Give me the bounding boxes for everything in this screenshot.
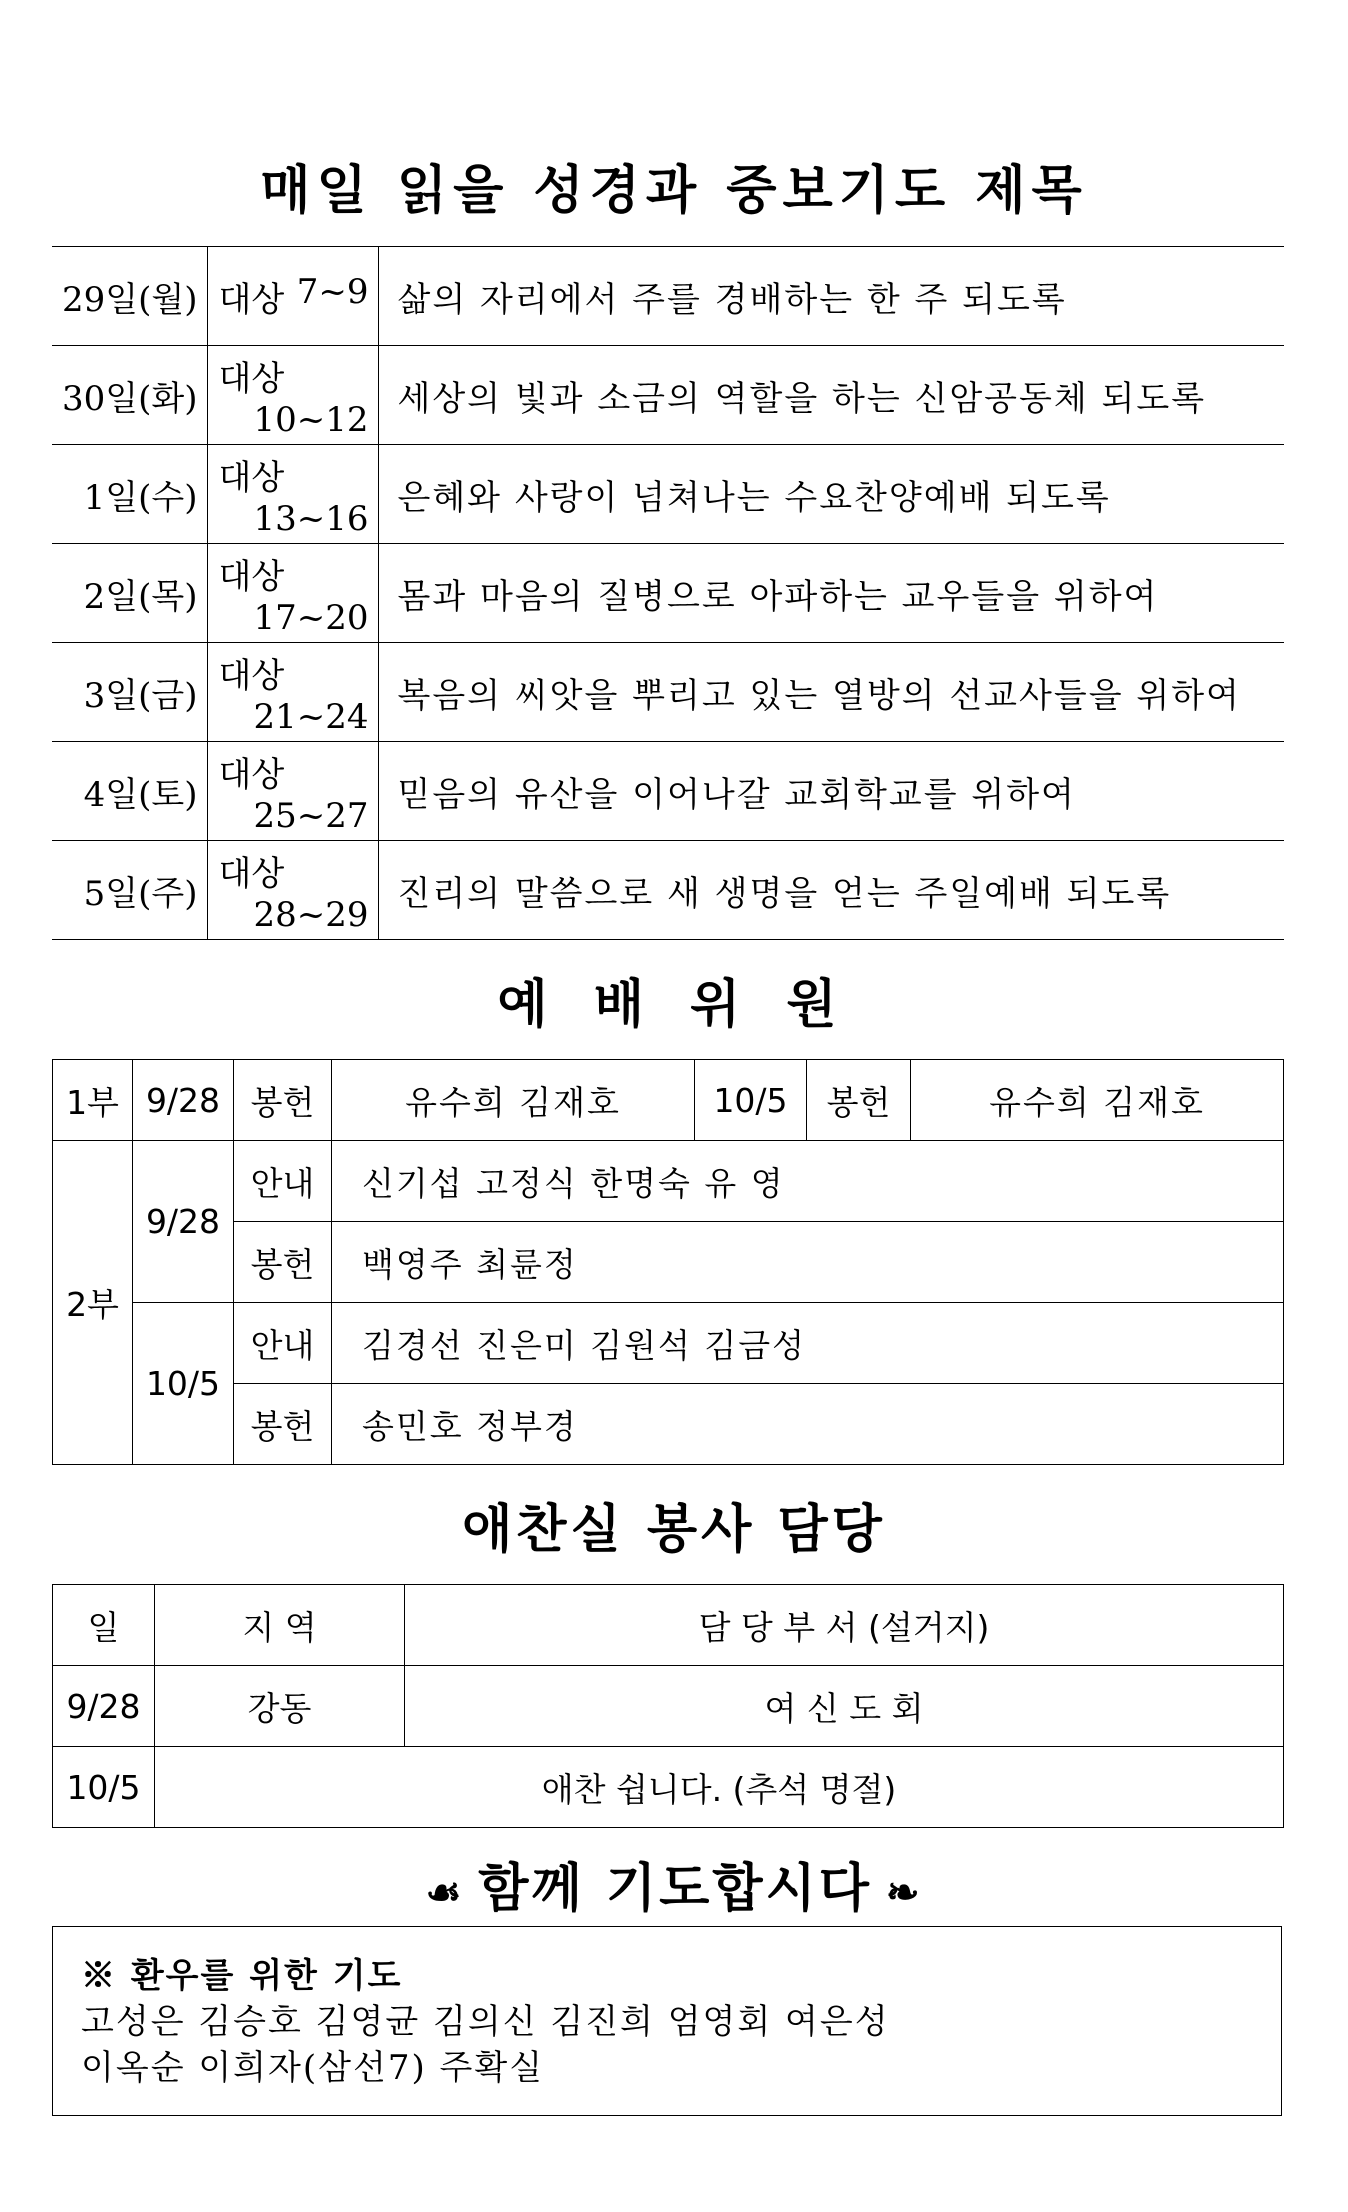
names-cell: 유수희 김재호 [911,1060,1284,1141]
day-cell: 1일(수) [52,445,208,544]
table-row [52,643,1284,742]
date-cell: 9/28 [133,1141,234,1303]
day-cell: 4일(토) [52,742,208,841]
chapter-range: 17~20 [253,597,369,638]
prayer-topic-cell: 믿음의 유산을 이어나갈 교회학교를 위하여 [379,742,1284,841]
table-row [52,544,1284,643]
day-cell: 9/28 [53,1666,155,1747]
role-cell: 봉헌 [807,1060,911,1141]
table-row [53,1303,1284,1384]
book-label: 대상 [218,853,285,894]
bible-range-cell [208,346,379,445]
prayer-topic-cell: 세상의 빛과 소금의 역할을 하는 신암공동체 되도록 [379,346,1284,445]
chapter-range: 21~24 [253,696,369,737]
cafe-service-table [52,1584,1284,1828]
worship-committee-table [52,1059,1284,1465]
table-row [52,841,1284,940]
chapter-range: 13~16 [253,498,369,539]
region-cell: 강동 [155,1666,405,1747]
bible-range-cell [208,643,379,742]
bible-range-cell [208,742,379,841]
ornament-right-icon: ❧ [886,1868,923,1916]
prayer-title-text: 함께 기도합시다 [478,1859,873,1919]
bible-range-cell [208,841,379,940]
role-cell: 안내 [234,1303,332,1384]
prayer-topic-cell: 몸과 마음의 질병으로 아파하는 교우들을 위하여 [379,544,1284,643]
prayer-topic-cell: 삶의 자리에서 주를 경배하는 한 주 되도록 [379,247,1284,346]
role-cell: 봉헌 [234,1222,332,1303]
prayer-topic-cell: 복음의 씨앗을 뿌리고 있는 열방의 선교사들을 위하여 [379,643,1284,742]
book-label: 대상 [218,754,285,795]
header-region: 지 역 [155,1585,405,1666]
table-row [52,247,1284,346]
table-row [53,1585,1284,1666]
prayer-names-line: 이옥순 이희자(삼선7) 주확실 [81,2048,545,2088]
day-cell: 5일(주) [52,841,208,940]
table-row [53,1747,1284,1828]
day-cell: 10/5 [53,1747,155,1828]
service-label: 2부 [53,1141,133,1465]
service-label: 1부 [53,1060,133,1141]
daily-reading-table [52,246,1284,940]
header-day: 일 [53,1585,155,1666]
table-row [52,742,1284,841]
prayer-topic-cell: 은혜와 사랑이 넘쳐나는 수요찬양예배 되도록 [379,445,1284,544]
prayer-topic-cell: 진리의 말씀으로 새 생명을 얻는 주일예배 되도록 [379,841,1284,940]
role-cell: 봉헌 [234,1384,332,1465]
names-cell: 신기섭 고정식 한명숙 유 영 [332,1141,1284,1222]
prayer-heading: ※ 환우를 위한 기도 [81,1956,403,1996]
table-row [53,1222,1284,1303]
header-dept: 담 당 부 서 (설거지) [405,1585,1284,1666]
role-cell: 봉헌 [234,1060,332,1141]
table-row [52,445,1284,544]
chapter-range: 28~29 [253,894,369,935]
names-cell: 김경선 진은미 김원석 김금성 [332,1303,1284,1384]
book-label: 대상 [218,655,285,696]
day-cell: 30일(화) [52,346,208,445]
service-title: 애찬실 봉사 담당 [462,1500,886,1560]
prayer-box [52,1926,1282,2116]
table-row [53,1141,1284,1222]
date-cell: 10/5 [133,1303,234,1465]
role-cell: 안내 [234,1141,332,1222]
book-label: 대상 [218,358,285,399]
day-cell: 2일(목) [52,544,208,643]
names-cell: 백영주 최륜정 [332,1222,1284,1303]
bible-range-cell [208,544,379,643]
prayer-title [0,1846,1348,1921]
table-row [53,1666,1284,1747]
chapter-range: 25~27 [253,795,369,836]
day-cell: 3일(금) [52,643,208,742]
book-label: 대상 [218,457,285,498]
names-cell: 유수희 김재호 [332,1060,695,1141]
bible-range-cell [208,445,379,544]
dept-cell: 여 신 도 회 [405,1666,1284,1747]
date-cell: 9/28 [133,1060,234,1141]
table-row [53,1060,1284,1141]
table-row [53,1384,1284,1465]
bible-range-cell [208,247,379,346]
day-cell: 29일(월) [52,247,208,346]
ornament-left-icon: ☙ [425,1868,465,1916]
names-cell: 송민호 정부경 [332,1384,1284,1465]
table-row [52,346,1284,445]
book-label: 대상 [218,556,285,597]
date-cell: 10/5 [695,1060,807,1141]
chapter-range: 7~9 [296,271,369,312]
readings-title: 매일 읽을 성경과 중보기도 제목 [260,161,1088,221]
prayer-names-line: 고성은 김승호 김영균 김의신 김진희 엄영회 여은성 [81,2002,890,2042]
note-cell: 애찬 쉽니다. (추석 명절) [155,1747,1284,1828]
committee-title: 예 배 위 원 [497,975,851,1035]
book-label: 대상 [218,279,285,320]
chapter-range: 10~12 [253,399,369,440]
